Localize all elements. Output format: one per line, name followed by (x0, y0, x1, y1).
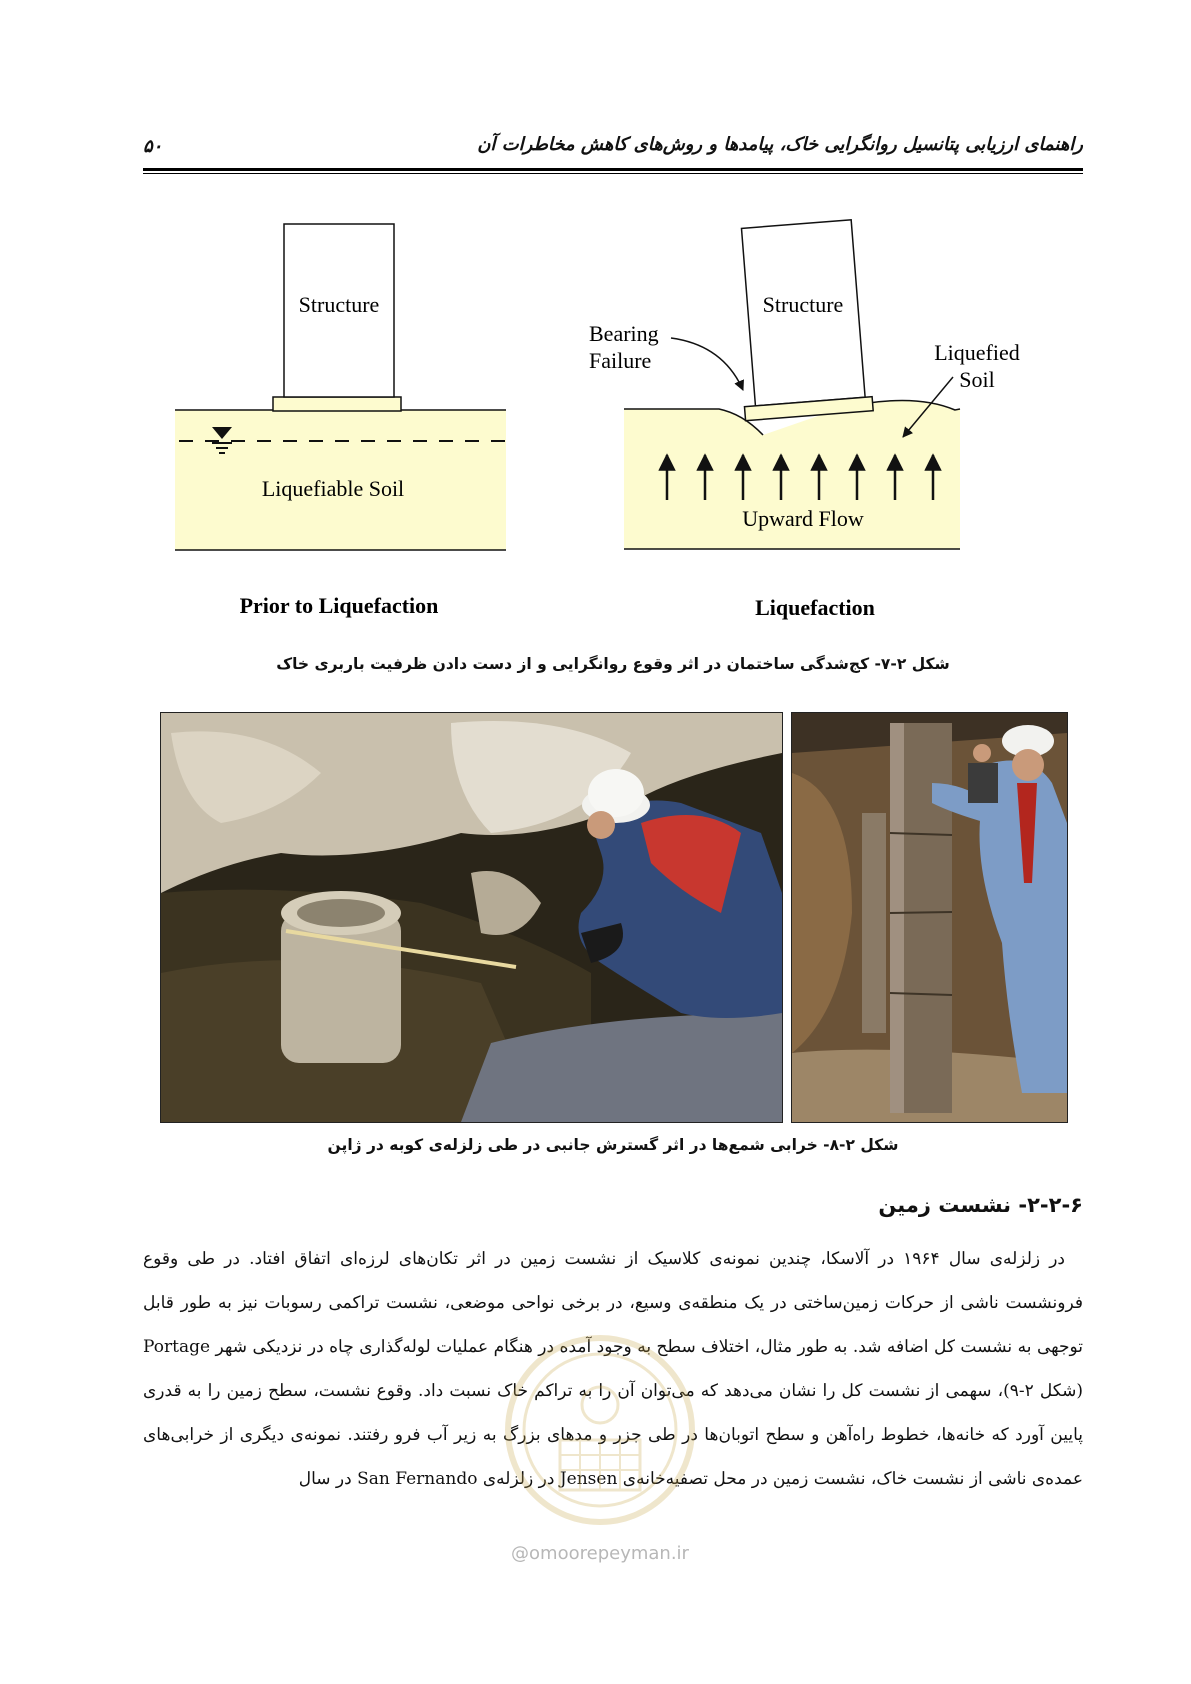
broken-pile-shape (281, 891, 401, 1063)
header-rule-thin (143, 173, 1083, 174)
running-title: راهنمای ارزیابی پتانسیل روانگرایی خاک، پیامدها و روش‌های کاهش مخاطرات آن (477, 134, 1083, 155)
liquefied-label-line1: Liquefied (934, 340, 1020, 365)
soil-label-left: Liquefiable Soil (261, 476, 405, 501)
liquefaction-title: Liquefaction (755, 595, 875, 620)
upward-flow-label: Upward Flow (742, 506, 864, 531)
watermark-logo (500, 1330, 700, 1530)
prior-panel (175, 224, 506, 618)
page-header (143, 130, 1083, 170)
structure-label-right: Structure (762, 292, 844, 317)
pile-damage-photo-right (791, 712, 1068, 1123)
figure-7-caption: شکل ۲-۷- کج‌شدگی ساختمان در اثر وقوع روانگرایی و از دست دادن ظرفیت باربری خاک (276, 655, 950, 673)
paragraph: در زلزله‌ی سال ۱۹۶۴ در آلاسکا، چندین نمونه‌ی کلاسیک از نشست زمین در اثر تکان‌های لرزه‌ای اتفاق افتاد. در طی وقوع فرونشست ناشی از حرکات زمین‌ساختی در یک منطقه‌ی وسیع، در برخی نواحی موضعی، نشست تراکمی رسوبات نیز به طور قابل توجهی به نشست کل اضافه شد. به طور مثال، اختلاف سطح به وجود آمده در هنگام عملیات لوله‌گذاری چاه در نزدیکی شهر Portage (شکل ۲-۹)، سهمی از نشست کل را نشان می‌دهد که می‌توان آن را به تراکم خاک نسبت داد. وقوع نشست، سطح زمین را به قدری پایین آورد که خانه‌ها، خطوط راه‌آهن و سطح اتوبان‌ها در طی جزر و مدهای بزرگ به زیر آب فرو رفتند. نمونه‌ی دیگری از خرابی‌های عمده‌ی ناشی از نشست خاک، نشست زمین در محل تصفیه‌خانه‌ی Jensen در زلزله‌ی San Fernando در سال (143, 1249, 1084, 1489)
pile-column-shape (890, 723, 952, 1113)
prior-title: Prior to Liquefaction (239, 593, 439, 618)
bearing-label-line2: Failure (589, 348, 652, 373)
liquefaction-diagram (143, 200, 1083, 640)
header-rule-thick (143, 168, 1083, 171)
liquefaction-panel (589, 219, 1020, 620)
watermark-text: @omoorepeyman.ir (511, 1543, 689, 1564)
bearing-arrow (671, 338, 743, 390)
foundation-left (273, 397, 401, 411)
structure-label-left: Structure (298, 292, 380, 317)
page-number: ۵۰ (143, 136, 163, 157)
pile-damage-photo-left (160, 712, 783, 1123)
liquefied-label-line2: Soil (959, 367, 995, 392)
bearing-label-line1: Bearing (589, 321, 659, 346)
figure-8-caption: شکل ۲-۸- خرابی شمع‌ها در اثر گسترش جانبی در طی زلزله‌ی کوبه در ژاپن (327, 1136, 899, 1154)
section-heading: ۲-۲-۶- نشست زمین (878, 1193, 1083, 1217)
